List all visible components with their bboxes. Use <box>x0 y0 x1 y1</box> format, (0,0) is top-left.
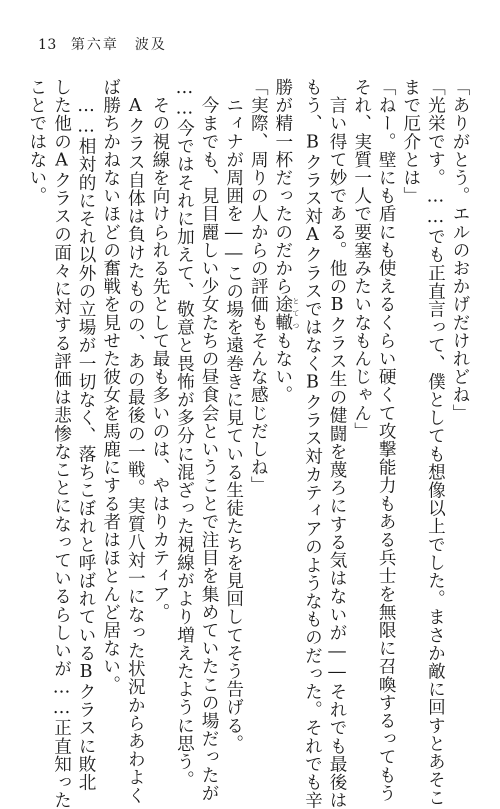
text-line: Aクラス自体は負けたものの、あの最後の一戦。実質八対一になった状況からあわよく <box>125 78 146 805</box>
chapter-title: 第六章 波及 <box>70 37 167 53</box>
text-line: した他のAクラスの面々に対する評価は悲惨なことになっているらしいが……正直知った <box>51 78 72 809</box>
text-line: ……今ではそれに加えて、敬意と畏怖が多分に混ざった視線がより増えたように思う。 <box>174 78 195 789</box>
text-line: 「ねー。壁にも盾にも使えるくらい硬くて攻撃能力もある兵士を無限に召喚するってもう <box>376 78 397 802</box>
text-line: それ、実質一人で要塞みたいなもんじゃん」 <box>351 78 372 440</box>
text-line: 勝が精一杯だったのだから途轍 とてつもない。 <box>272 78 300 404</box>
furigana-reading: とてつ <box>291 295 300 332</box>
text-line: 言い得て妙である。他のBクラス生の健闘を蔑ろにする気はないが――それでも最後は <box>327 78 348 809</box>
text-line: まで厄介とは」 <box>400 78 421 205</box>
page-number: 13 <box>38 37 57 53</box>
text-line: ことではない。 <box>26 78 47 205</box>
running-header <box>38 34 167 54</box>
text-line: ……相対的にそれ以外の立場が一切なく、落ちこぼれと呼ばれているBクラスに敗北 <box>76 78 97 792</box>
vertical-body-text <box>24 78 472 809</box>
text-line: その視線を向けられる先として最も多いのは、やはりカティア。 <box>149 78 170 621</box>
text-line: ニィナが周囲を――この場を遠巻きに見ている生徒たちを見回してそう告げる。 <box>223 78 244 753</box>
text-line: 「光栄です。……でも正直言って、僕としても想像以上でした。まさか敵に回すとあそこ <box>425 78 446 807</box>
text-line: 「ありがとう。エルのおかげだけれどね」 <box>450 78 470 422</box>
text-line: 今までも、見目麗しい少女たちの昼食会ということで注目を集めていたこの場だったが <box>199 78 220 802</box>
text-line: 「実際、周りの人からの評価もそんな感じだしね」 <box>248 78 269 495</box>
furigana-word: 途轍 とてつ <box>272 295 300 332</box>
text-line: もう、Bクラス対AクラスではなくBクラス対カティアのようなものだった。それでも辛 <box>302 78 323 809</box>
text-line: ば勝ちかねないほどの奮戦を見せた彼女を馬鹿にする者はほとんど居ない。 <box>100 78 121 694</box>
